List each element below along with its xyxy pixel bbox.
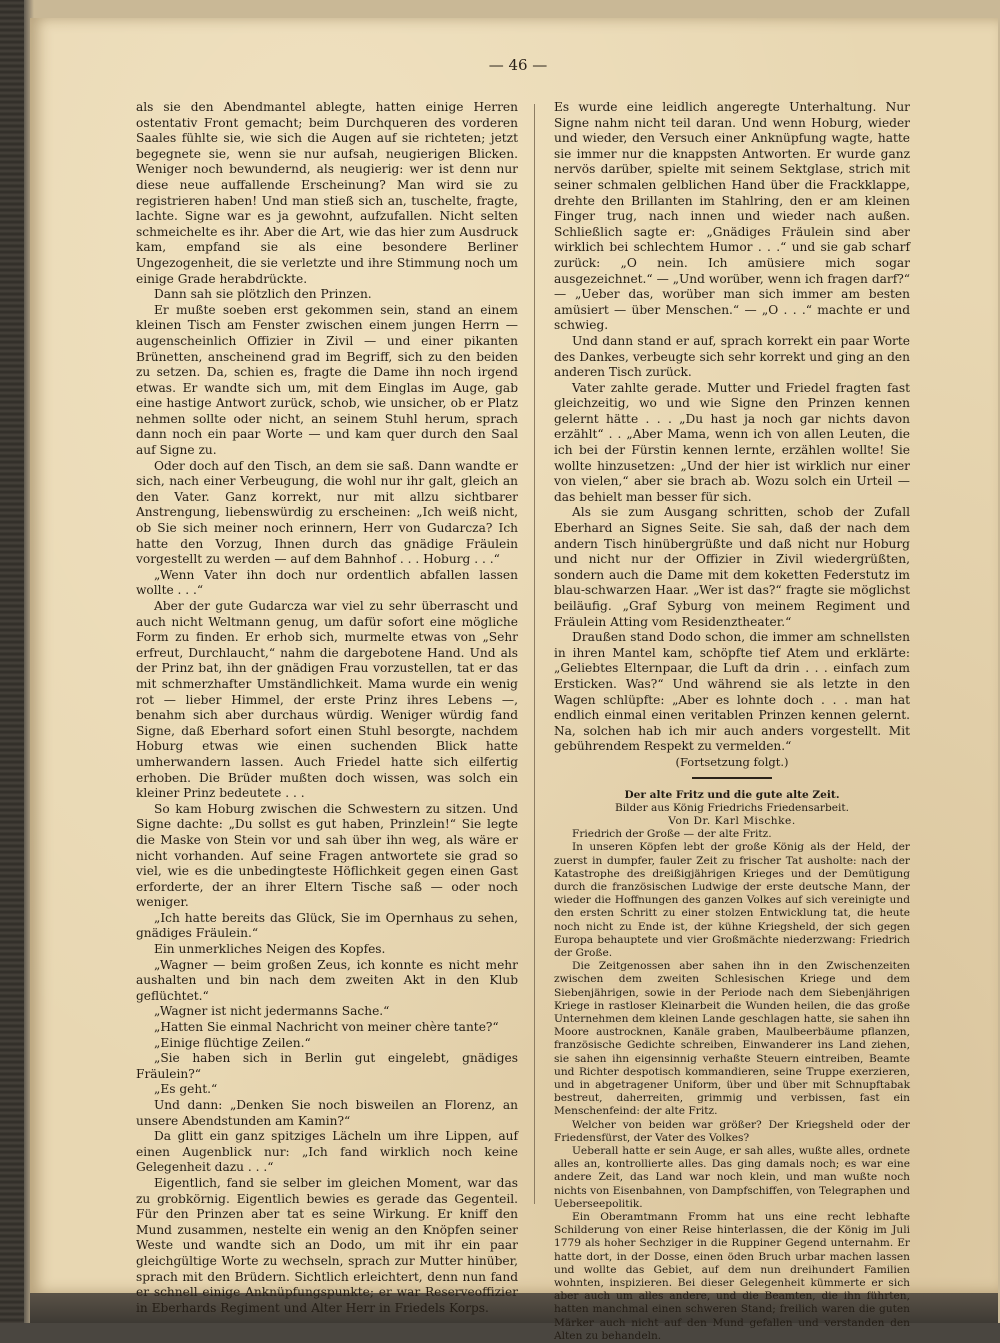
story-paragraph: Es wurde eine leidlich angeregte Unterhaltung. Nur Signe nahm nicht teil daran. Und wenn Hoburg, wieder und wieder, den Versuch einer Anknüpfung wagte, hatte sie immer nur die knappsten Antworten. Er wurde ganz nervös darüber, spielte mit seinem Sektglase, strich mit seiner schmalen gelblichen Hand über die Frackklappe, drehte den Brillanten im Stahlring, den er am kleinen Finger trug, nach innen und wieder nach außen. Schließlich sagte er: „Gnädiges Fräulein sind aber wirklich bei schlechtem Humor . . .“ und sie gab scharf zurück: „O nein. Ich amüsiere mich sogar ausgezeichnet.“ — „Und worüber, wenn ich fragen darf?“ — „Ueber das, worüber man sich immer am besten amüsiert — über Menschen.“ — „O . . .“ machte er und schwieg. [554,100,910,333]
article-paragraph: Welcher von beiden war größer? Der Kriegsheld oder der Friedensfürst, der Vater des Volkes? [554,1118,910,1144]
story-paragraph: Ein unmerkliches Neigen des Kopfes. [154,942,386,957]
story-paragraph: Oder doch auf den Tisch, an dem sie saß. Dann wandte er sich, nach einer Verbeugung, die wohl nur ihr galt, gleich an den Vater. Ganz korrekt, nur mit allzu sichtbarer Anstrengung, liebenswürdig zu erscheinen: „Ich weiß nicht, ob Sie sich meiner noch erinnern, Herr von Gudarcza? Ich hatte den Vorzug, Ihnen durch das gnädige Fräulein vorgestellt zu werden — auf dem Bahnhof . . . Hoburg . . .“ [136,458,518,567]
story-paragraph: „Sie haben sich in Berlin gut eingelebt, gnädiges Fräulein?“ [136,1051,518,1081]
continued-note: (Fortsetzung folgt.) [675,754,789,769]
story-paragraph: „Wagner — beim großen Zeus, ich konnte es nicht mehr aushalten und bin nach dem zweiten Akt in den Klub geflüchtet.“ [136,957,518,1003]
story-paragraph: „Ich hatte bereits das Glück, Sie im Opernhaus zu sehen, gnädiges Fräulein.“ [136,910,518,941]
story-paragraph: So kam Hoburg zwischen die Schwestern zu sitzen. Und Signe dachte: „Du sollst es gut haben, Prinzlein!“ Sie legte die Maske von Stein vor und sah über ihn weg, als wäre er nicht vorhanden. Auf seine Fragen antwortete sie grad so viel, wie es die unbedingteste Höflichkeit gegen einen Gast erforderte, der an ihrer Eltern Tische saß — oder noch weniger. [136,801,518,910]
story-paragraph: „Wenn Vater ihn doch nur ordentlich abfallen lassen wollte . . .“ [136,567,518,598]
article-paragraph: Ueberall hatte er sein Auge, er sah alles, wußte alles, ordnete alles an, kontrollierte alles. Das ging damals noch; es war eine andere Zeit, das Land war noch klein, und man wußte noch nichts von Eisenbahnen, von Dampfschiffen, von Telegraphen und Ueberseepolitik. [554,1145,910,1210]
story-paragraph: Da glitt ein ganz spitziges Lächeln um ihre Lippen, auf einen Augenblick nur: „Ich fand wirklich noch keine Gelegenheit dazu . . .“ [136,1129,518,1175]
article-paragraph: Ein Oberamtmann Fromm hat uns eine recht lebhafte Schilderung von einer Reise hinterlassen, die der König im Juli 1779 als hoher Sechziger in die Ruppiner Gegend unternahm. Er hatte dort, in der Dosse, einen öden Bruch urbar machen lassen und wollte das Gebiet, auf dem nun dreihundert Familien wohnten, inspizieren. Bei dieser Gelegenheit kümmerte er sich aber auch um alles andere, und die Beamten, die ihn führten, hatten manchmal einen schweren Stand; freilich waren die guten Märker auch nicht auf den Mund gefallen und verstanden den Alten zu behandeln. [554,1211,910,1342]
story-paragraph: „Einige flüchtige Zeilen.“ [154,1035,311,1050]
left-column [136,100,518,1316]
article-subtitle: Bilder aus König Friedrichs Friedensarbeit. [614,801,850,814]
story-paragraph: Er mußte soeben erst gekommen sein, stand an einem kleinen Tisch am Fenster zwischen einem jungen Herrn — augenscheinlich Offizier in Zivil — und einer pikanten Brünetten, anscheinend grad im Begriff, sich zu den beiden zu setzen. Da, schien es, fragte die Dame ihn noch irgend etwas. Er wandte sich um, mit dem Einglas im Auge, gab eine hastige Antwort zurück, schob, wie unsicher, ob er Platz nehmen sollte oder nicht, an seinem Stuhl herum, sprach dann noch ein paar Worte — und kam quer durch den Saal auf Signe zu. [136,302,518,458]
article-paragraph: In unseren Köpfen lebt der große König als der Held, der zuerst in dumpfer, fauler Zeit zu frischer Tat ausholte: nach der Katastrophe des dreißigjährigen Krieges und der Demütigung durch die französischen Ludwige der erste deutsche Mann, der wieder die Hoffnungen des ganzen Volkes auf sich vereinigte und den ersten Schritt zu einer stolzen Entwicklung tat, die heute noch nicht zu Ende ist, der kühne Kriegsheld, der sich gegen Europa behauptete und vier Großmächte niederzwang: Friedrich der Große. [554,841,910,959]
story-paragraph: „Es geht.“ [154,1082,218,1097]
story-paragraph: Draußen stand Dodo schon, die immer am schnellsten in ihren Mantel kam, schöpfte tief Atem und erklärte: „Geliebtes Elternpaar, die Luft da drin . . . einfach zum Ersticken. Was?“ Und während sie als letzte in den Wagen schlüpfte: „Aber es lohnte doch . . . man hat endlich einmal einen veritablen Prinzen kennen gelernt. Na, solchen hab ich mir auch anders vorgestellt. Mit gebührendem Respekt zu vermelden.“ [554,630,910,754]
story-paragraph: Und dann stand er auf, sprach korrekt ein paar Worte des Dankes, verbeugte sich sehr korrekt und ging an den anderen Tisch zurück. [554,333,910,380]
column-divider [534,104,535,1204]
story-paragraph: Aber der gute Gudarcza war viel zu sehr überrascht und auch nicht Weltmann genug, um dafür sofort eine mögliche Form zu finden. Er erhob sich, murmelte etwas von „Sehr erfreut, Durchlaucht,“ nahm die dargebotene Hand. Und als der Prinz bat, ihn der gnädigen Frau vorzustellen, tat er das mit schmerzhafter Umständlichkeit. Mama wurde ein wenig rot — lieber Himmel, der erste Prinz ihres Lebens —, benahm sich aber durchaus würdig. Weniger würdig fand Signe, daß Eberhard sofort einen Stuhl besorgte, nachdem Hoburg etwas wie einen suchenden Blick hatte umherwandern lassen. Auch Friedel hatte sich eilfertig erhoben. Die Brüder mußten doch wissen, was solch ein kleiner Prinz bedeutete . . . [136,599,518,801]
article-section [554,789,910,1343]
story-paragraph: als sie den Abendmantel ablegte, hatten einige Herren ostentativ Front gemacht; beim Durchqueren des vorderen Saales fühlte sie, wie sich die Augen auf sie richteten; jetzt begegnete sie, wenn sie nur aufsah, neugierigen Blicken. Weniger noch bewundernd, als neugierig: wer ist denn nur diese neue auffallende Erscheinung? Man wird sie zu registrieren haben! Und man stieß sich an, tuschelte, fragte, lachte. Signe war es ja gewohnt, aufzufallen. Nicht selten schmeichelte es ihr. Aber die Art, wie das hier zum Ausdruck kam, empfand sie als eine besondere Berliner Ungezogenheit, die sie verletzte und ihre Stimmung noch um einige Grade herabdrückte. [136,100,518,286]
book-binding [0,0,24,1323]
article-paragraph: Friedrich der Große — der alte Fritz. [572,828,772,841]
section-rule [692,777,772,779]
story-paragraph: „Wagner ist nicht jedermanns Sache.“ [154,1004,390,1019]
story-paragraph: Und dann: „Denken Sie noch bisweilen an Florenz, an unsere Abendstunden am Kamin?“ [136,1098,518,1128]
story-paragraph: Vater zahlte gerade. Mutter und Friedel fragten fast gleichzeitig, wo und wie Signe den Prinzen kennen gelernt hätte . . . „Du hast ja noch gar nichts davon erzählt“ . . „Aber Mama, wenn ich von allen Leuten, die ich bei der Fürstin kennen lernte, erzählen wollte! Sie wollte hinzusetzen: „Und der hier ist wirklich nur einer von vielen,“ aber sie brach ab. Wozu solch ein Urteil — das behielt man besser für sich. [554,380,910,504]
article-title: Der alte Fritz und die gute alte Zeit. [624,788,840,801]
story-paragraph: Dann sah sie plötzlich den Prinzen. [154,287,372,302]
story-paragraph: Als sie zum Ausgang schritten, schob der Zufall Eberhard an Signes Seite. Sie sah, daß der nach dem andern Tisch hinübergrüßte und daß nicht nur Hoburg und nicht nur der Offizier in Zivil wiedergrüßten, sondern auch die Dame mit dem koketten Federstutz im blau-schwarzen Haar. „Wer ist das?“ fragte sie möglichst beiläufig. „Graf Syburg von meinem Regiment und Fräulein Atting vom Residenztheater.“ [554,505,910,629]
story-paragraph: Eigentlich, fand sie selber im gleichen Moment, war das zu grobkörnig. Eigentlich bewies es gerade das Gegenteil. Für den Prinzen aber tat es seine Wirkung. Er kniff den Mund zusammen, nestelte ein wenig an den Knöpfen seiner Weste und wandte sich an Dodo, um mit ihr ein paar gleichgültige Worte zu wechseln, sprach zur Mutter hinüber, sprach mit den Brüdern. Sichtlich erleichtert, denn nun fand er schnell einige Anknüpfungspunkte; er war Reserveoffizier in Eberhards Regiment und Alter Herr in Friedels Korps. [136,1175,518,1315]
story-paragraph: „Hatten Sie einmal Nachricht von meiner chère tante?“ [154,1020,499,1035]
article-author: Von Dr. Karl Mischke. [668,814,796,827]
article-paragraph: Die Zeitgenossen aber sahen ihn in den Zwischenzeiten zwischen dem zweiten Schlesischen Kriege und dem Siebenjährigen, sowie in der Periode nach dem Siebenjährigen Kriege in rastloser Kleinarbeit die Wunden heilen, die das große Unternehmen dem kleinen Lande geschlagen hatte, sie sahen ihn Moore austrocknen, Kanäle graben, Maulbeerbäume pflanzen, französische Gedichte schreiben, Einwanderer ins Land ziehen, sie sahen ihn eigensinnig verhaßte Steuern eintreiben, Beamte und Richter despotisch kommandieren, seine Truppe exerzieren, und in abgetragener Uniform, über und über mit Schnupftabak bestreut, daherreiten, grimmig und verbissen, fast ein Menschenfeind: der alte Fritz. [554,960,910,1118]
page-number: — 46 — [488,56,548,74]
right-column [554,100,910,1343]
